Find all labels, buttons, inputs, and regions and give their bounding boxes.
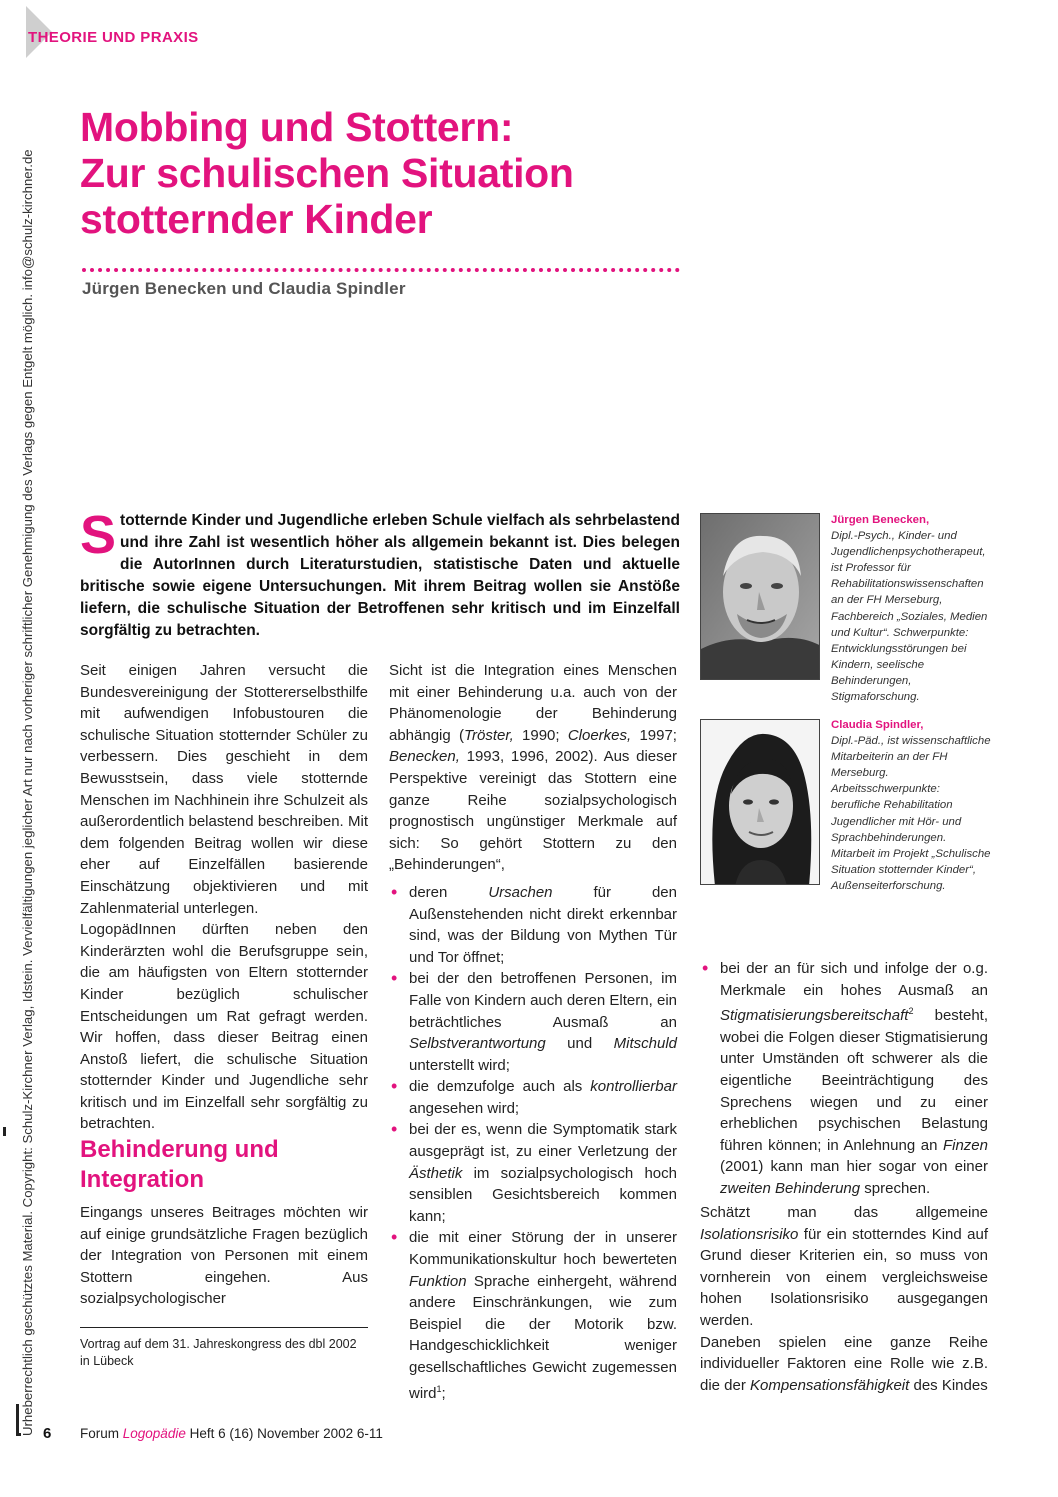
margin-corner-mark bbox=[16, 1404, 21, 1436]
bio-text: Dipl.-Päd., ist wissenschaftliche Mitarbeiterin an der FH Merseburg. Arbeitsschwerpunkte: berufliche Rehabilitation Jugendlicher mit Hör- und Sprachbehinderungen. Mitarbeit im Projekt „Schulische Situation stotternder Kinder“, Außenseiterforschung. bbox=[831, 735, 991, 892]
bullet-icon: • bbox=[391, 881, 398, 902]
column-1-continued bbox=[80, 1202, 368, 1310]
side-copyright: Urheberrechtlich geschütztes Material. Copyright: Schulz-Kirchner Verlag, Idstein. Vervielfältigungen jeglicher Art nur nach vorheriger schriftlicher Genehmigung des Verlags gegen Entgelt möglich. info@schulz-kirchner.de bbox=[20, 149, 35, 1436]
bullet-icon: • bbox=[391, 1076, 398, 1097]
list-item: • bei der den betroffenen Personen, im Falle von Kindern auch deren Eltern, ein beträchtliches Ausmaß an Selbstverantwortung und Mitschuld unterstellt wird; bbox=[391, 968, 677, 1074]
body-paragraph: Sicht ist die Integration eines Menschen mit einer Behinderung u.a. auch von der Phänomenologie der Behinderung abhängig (Tröster, 1990; Cloerkes, 1997; Benecken, 1993, 1996, 2002). Aus dieser Perspektive vereinigt das Stottern eine ganze Reihe sozialpsychologisch prognostisch ungünstiger Merkmale auf sich: So gehört Stottern zu den „Behinderungen“, bbox=[389, 662, 677, 874]
article-authors: Jürgen Benecken und Claudia Spindler bbox=[82, 279, 406, 298]
article-title bbox=[80, 104, 700, 242]
author-bio bbox=[831, 717, 991, 894]
lead-paragraph bbox=[80, 505, 680, 642]
list-item: • bei der an für sich und infolge der o.g. Merkmale ein hohes Ausmaß an Stigmatisierungsbereitschaft$^2$ besteht, wobei die Folgen dieser Stigmatisierung unter Umständen oft schwerer als die eigentliche Beeinträchtigung des Sprechens wiegen und zu einer erheblichen psychischen Belastung führen können; in Anlehnung an Finzen (2001) kann man hier sogar von einer zweiten Behinderung sprechen. bbox=[702, 958, 988, 1197]
bullet-list bbox=[700, 958, 988, 1200]
bullet-icon: • bbox=[702, 958, 709, 978]
body-paragraph: Daneben spielen eine ganze Reihe individueller Faktoren eine Rolle wie z.B. die der Kompensationsfähigkeit des Kindes bbox=[700, 1333, 988, 1394]
author-photo-spindler bbox=[700, 719, 820, 885]
title-line: Mobbing und Stottern: bbox=[80, 104, 514, 150]
body-paragraph: Seit einigen Jahren versucht die Bundesvereinigung der Stottererselbsthilfe mit aufwendigen Infobustouren die schulische Situation stotternder Schüler zu verbessern. Dies geschieht in dem Bewusstsein, dass viele stotternde Menschen im Nachhinein ihre Schulzeit als außerordentlich belastend beschreiben. Mit dem folgenden Beitrag wollen wir diese eher auf Einzelfällen basierende Einschätzung objektivieren und mit Zahlenmaterial unterlegen. bbox=[80, 662, 368, 917]
drop-cap: S bbox=[80, 505, 117, 565]
column-3 bbox=[700, 958, 988, 1200]
journal-logo: Logopädie bbox=[122, 1426, 186, 1441]
section-label: THEORIE UND PRAXIS bbox=[28, 29, 199, 46]
footnote-divider bbox=[80, 1327, 368, 1328]
bullet-list bbox=[389, 882, 677, 1404]
column-2 bbox=[389, 660, 677, 1404]
footnote: Vortrag auf dem 31. Jahreskongress des dbl 2002 in Lübeck bbox=[80, 1337, 357, 1368]
list-item: • die mit einer Störung der in unserer Kommunikationskultur hoch bewerteten Funktion Sprache einhergeht, während andere Einschränkungen, wie zum Beispiel die der Motorik bzw. Handgeschicklichkeit weniger gesellschaftliches Gewicht zugemessen wird$^1$; bbox=[391, 1227, 677, 1402]
bullet-icon: • bbox=[391, 1227, 398, 1248]
bio-text: Dipl.-Psych., Kinder- und Jugendlichenpsychotherapeut, ist Professor für Rehabilitationswissenschaften an der FH Merseburg, Fachbereich „Soziales, Medien und Kultur“. Schwerpunkte: Entwicklungsstörungen bei Kindern, seelische Behinderungen, Stigmaforschung. bbox=[831, 530, 988, 704]
bio-name: Claudia Spindler, bbox=[831, 719, 924, 731]
title-line: Zur schulischen Situation bbox=[80, 150, 574, 196]
bullet-icon: • bbox=[391, 968, 398, 989]
author-bio bbox=[831, 512, 991, 705]
list-item: • die demzufolge auch als kontrollierbar angesehen wird; bbox=[391, 1076, 677, 1117]
bullet-icon: • bbox=[391, 1119, 398, 1140]
body-paragraph: LogopädInnen dürften neben den Kinderärzten wohl die Berufsgruppe sein, die am häufigsten von Eltern stotternder Kinder bezüglich schulischer Entscheidungen um Rat gefragt werden. Wir hoffen, dass dieser Beitrag einen Anstoß liefert, die schulische Situation stotternder Kinder und Jugendliche sehr kritisch und im Einzelfall sehr sorgfältig zu betrachten. bbox=[80, 921, 368, 1133]
body-paragraph: Schätzt man das allgemeine Isolationsrisiko für ein stotterndes Kind auf Grund dieser Kriterien ein, so muss von vornherein von einem vergleichsweise hohen Isolationsrisiko ausgegangen werden. bbox=[700, 1204, 988, 1329]
author-photo-benecken bbox=[700, 513, 820, 680]
page-number: 6 bbox=[43, 1425, 52, 1442]
margin-mark bbox=[3, 1127, 6, 1136]
column-1 bbox=[80, 660, 368, 1135]
bio-name: Jürgen Benecken, bbox=[831, 514, 930, 526]
title-line: stotternder Kinder bbox=[80, 196, 433, 242]
body-paragraph: Eingangs unseres Beitrages möchten wir auf einige grundsätzliche Fragen bezüglich der Integration von Personen mit einem Stottern eingehen. Aus sozialpsychologischer bbox=[80, 1204, 368, 1308]
list-item: • deren Ursachen für den Außenstehenden nicht direkt erkennbar sind, was der Bildung von Mythen Tür und Tor öffnet; bbox=[391, 881, 677, 966]
column-3-continued bbox=[700, 1202, 988, 1396]
list-item: • bei der es, wenn die Symptomatik stark ausgeprägt ist, zu einer Verletzung der Ästhetik im sozialpsychologisch hoch sensiblen Gesichtsbereich kommen kann; bbox=[391, 1119, 677, 1225]
journal-footer: Forum Logopädie Heft 6 (16) November 2002 6-11 bbox=[80, 1426, 383, 1441]
section-heading: Behinderung und Integration bbox=[80, 1136, 279, 1193]
title-divider bbox=[82, 268, 680, 272]
lead-text: totternde Kinder und Jugendliche erleben Schule vielfach als sehrbelastend und ihre Zahl ist wesentlich höher als allgemein bekannt ist. Dies belegen die AutorInnen durch Literaturstudien, statistische Daten und aktuelle britische sowie eigene Untersuchungen. Mit ihrem Beitrag wollen sie Anstöße liefern, die schulische Situation der Betroffenen sehr kritisch und im Einzelfall sorgfältig zu betrachten. bbox=[80, 512, 680, 639]
